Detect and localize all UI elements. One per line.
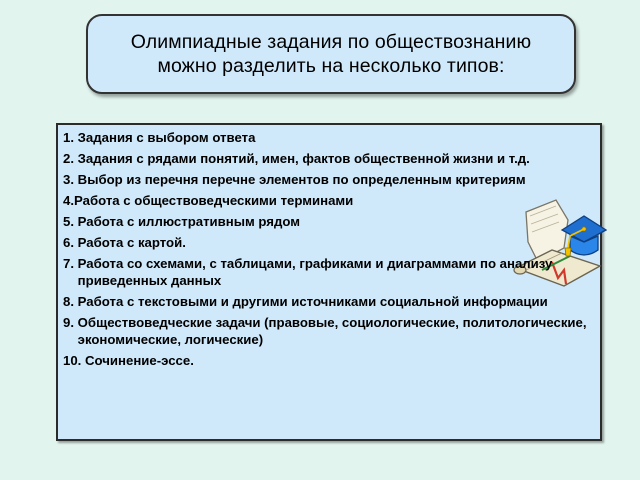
task-types-list: [58, 125, 600, 369]
item-text: Задания с выбором ответа: [77, 130, 256, 145]
list-item: [63, 171, 592, 188]
item-text: Работа с картой.: [77, 235, 186, 250]
item-text: Работа со схемами, с таблицами, графиками и диаграммами по анализу приведенных данных: [77, 256, 553, 288]
list-item: [63, 352, 592, 369]
item-number: 2.: [63, 151, 78, 166]
title-line-2: можно разделить на несколько типов:: [157, 55, 505, 77]
item-number: 5.: [63, 214, 78, 229]
item-number: 8.: [63, 294, 78, 309]
item-text: Выбор из перечня перечне элементов по определенным критериям: [77, 172, 526, 187]
item-number: 7.: [63, 256, 78, 271]
list-item: [63, 293, 592, 310]
title-line-1: Олимпиадные задания по обществознанию: [130, 31, 532, 53]
list-item: [63, 234, 592, 251]
task-types-box: [56, 123, 602, 441]
list-item: [63, 129, 592, 146]
item-number: 10.: [63, 353, 85, 368]
item-number: 4.: [63, 193, 74, 208]
title-box: [86, 14, 576, 94]
item-number: 9.: [63, 315, 78, 330]
item-number: 6.: [63, 235, 78, 250]
item-text: Работа с текстовыми и другими источниками социальной информации: [77, 294, 548, 309]
list-item: [63, 213, 592, 230]
item-number: 3.: [63, 172, 78, 187]
list-item: [63, 314, 592, 348]
item-number: 1.: [63, 130, 78, 145]
list-item: [63, 150, 592, 167]
slide-title: [131, 30, 532, 78]
item-text: Сочинение-эссе.: [85, 353, 194, 368]
item-text: Работа с обществоведческими терминами: [74, 193, 354, 208]
list-item: [63, 255, 592, 289]
item-text: Работа с иллюстративным рядом: [77, 214, 300, 229]
item-text: Задания с рядами понятий, имен, фактов общественной жизни и т.д.: [77, 151, 530, 166]
list-item: [63, 192, 592, 209]
item-text: Обществоведческие задачи (правовые, социологические, политологические, экономические, логические): [77, 315, 587, 347]
